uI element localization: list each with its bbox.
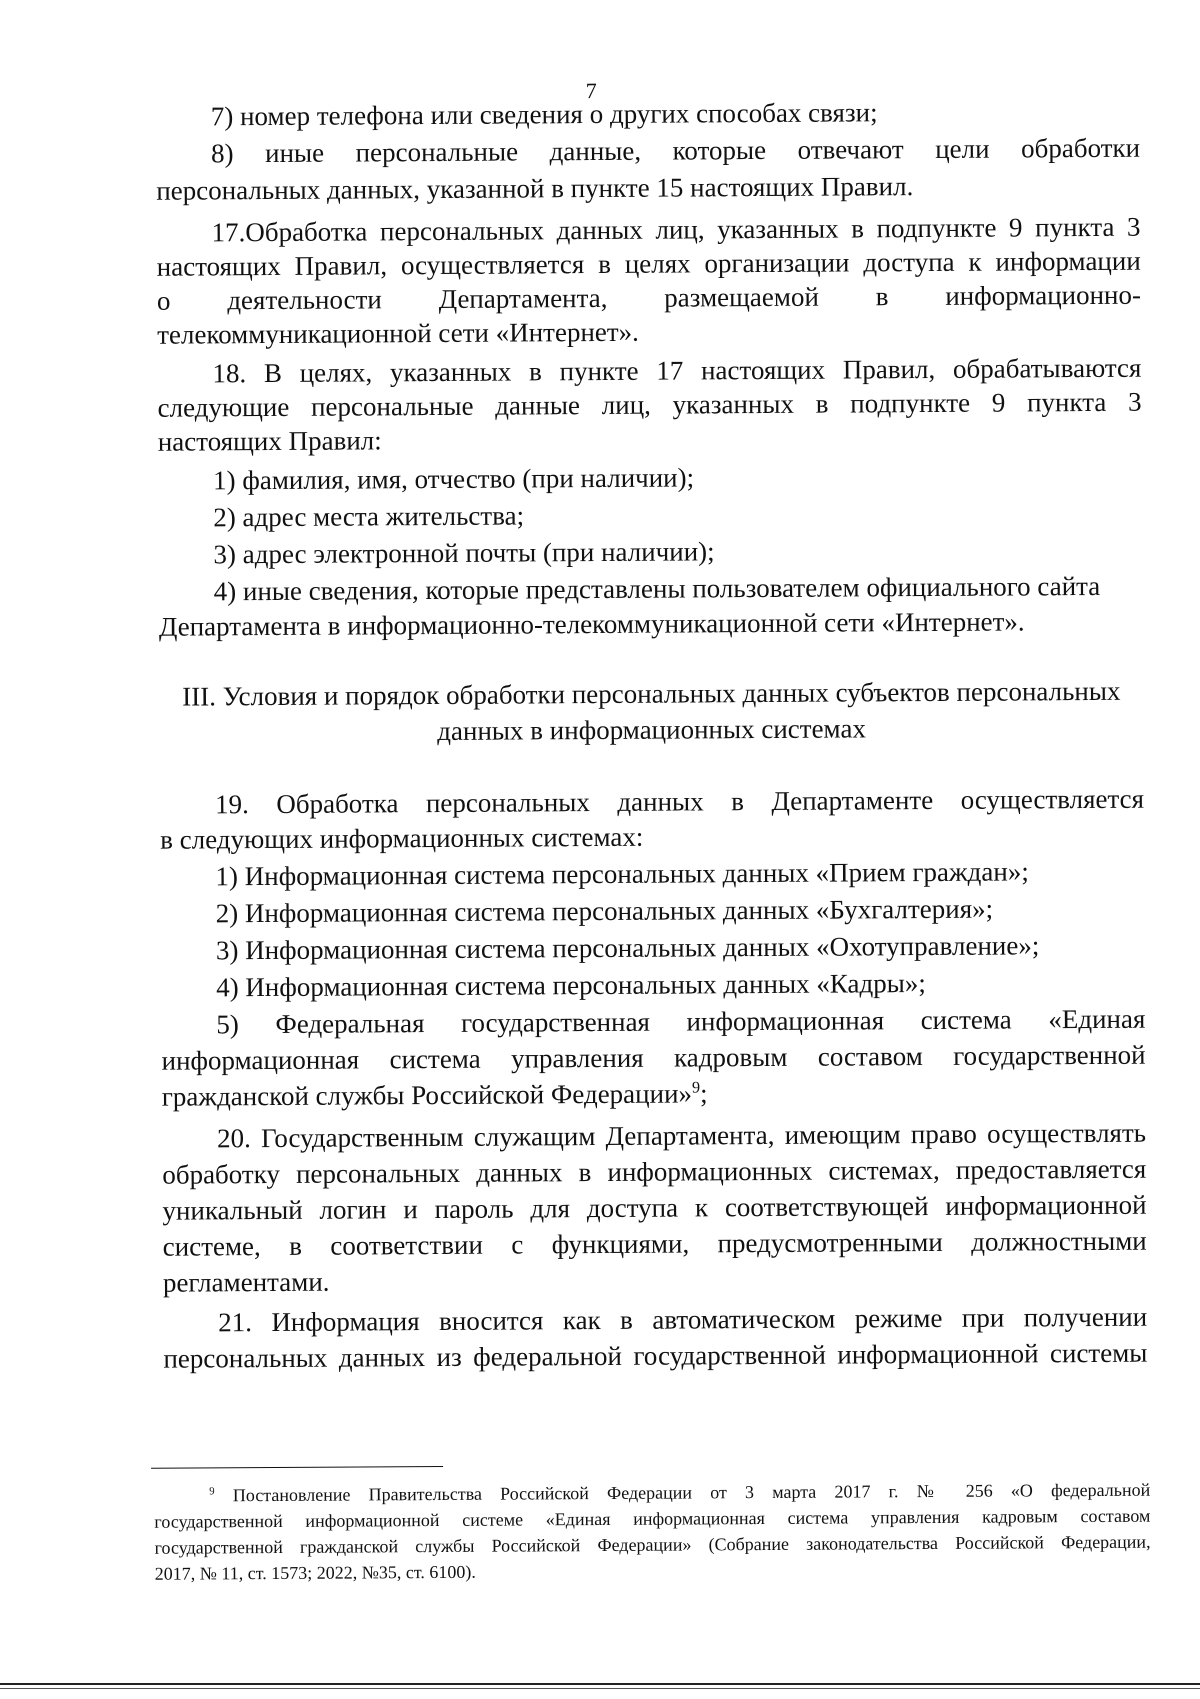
list-item: 3) адрес электронной почты (при наличии); bbox=[213, 536, 715, 570]
section-heading-continued: данных в информационных системах bbox=[437, 713, 866, 746]
paragraph-18: 18. В целях, указанных в пункте 17 настоящих Правил, обрабатываются bbox=[212, 352, 1142, 389]
paragraph-20: 20. Государственным служащим Департамента, имеющим право осуществлять bbox=[216, 1117, 1147, 1154]
text-line: Департамента в информационно-телекоммуникационной сети «Интернет». bbox=[158, 606, 1025, 642]
text-line: информационная система управления кадровым составом государственной bbox=[161, 1039, 1146, 1076]
list-item: 5) Федеральная государственная информационная система «Единая bbox=[216, 1003, 1146, 1040]
footnote-reference[interactable]: 9 bbox=[691, 1078, 701, 1097]
footnote-marker: 9 bbox=[209, 1485, 215, 1498]
section-heading: III. Условия и порядок обработки персональных данных субъектов персональных bbox=[182, 675, 1121, 712]
paragraph-21: 21. Информация вносится как в автоматическом режиме при получении bbox=[218, 1301, 1148, 1338]
paragraph-17: 17.Обработка персональных данных лиц, указанных в подпункте 9 пункта 3 bbox=[211, 211, 1141, 248]
text-line: настоящих Правил, осуществляется в целях организации доступа к информации bbox=[156, 245, 1141, 282]
footnote-line: государственной гражданской службы Российской Федерации» (Собрание законодательства Российской Федерации, bbox=[154, 1531, 1151, 1558]
footnote-line: $^9$ Постановление Правительства Российской Федерации от 3 марта 2017 г. № 256 «О федеральной bbox=[209, 1479, 1151, 1506]
list-item: 4) иные сведения, которые представлены пользователем официального сайта bbox=[213, 570, 1101, 607]
list-item: 2) адрес места жительства; bbox=[213, 500, 525, 533]
paragraph-19: 19. Обработка персональных данных в Департаменте осуществляется bbox=[214, 783, 1145, 820]
list-item: 7) номер телефона или сведения о других способах связи; bbox=[210, 97, 878, 132]
list-item: 1) фамилия, имя, отчество (при наличии); bbox=[212, 462, 695, 496]
list-item: 1) Информационная система персональных данных «Прием граждан»; bbox=[215, 856, 1029, 892]
text-line: персональных данных из федеральной государственной информационной системы bbox=[163, 1337, 1148, 1374]
text-line: в следующих информационных системах: bbox=[160, 821, 644, 855]
text-line-with-footnote bbox=[162, 1073, 1146, 1115]
text-segment: ; bbox=[699, 1078, 708, 1109]
footnote-line: 2017, № 11, ст. 1573; 2022, №35, ст. 6100). bbox=[154, 1561, 476, 1584]
text-line: уникальный логин и пароль для доступа к соответствующей информационной bbox=[162, 1189, 1147, 1226]
text-line: системе, в соответствии с функциями, предусмотренными должностными bbox=[162, 1225, 1147, 1262]
text-line: персональных данных, указанной в пункте 15 настоящих Правил. bbox=[156, 171, 914, 206]
footnote-line: государственной информационной системе «Единая информационная система управления кадровым составом bbox=[154, 1505, 1151, 1532]
list-item: 3) Информационная система персональных данных «Охотуправление»; bbox=[215, 930, 1040, 966]
list-item: 4) Информационная система персональных данных «Кадры»; bbox=[216, 968, 926, 1003]
page-number: 7 bbox=[585, 78, 597, 104]
text-segment: гражданской службы Российской Федерации» bbox=[161, 1078, 693, 1112]
list-item: 2) Информационная система персональных данных «Бухгалтерия»; bbox=[215, 893, 994, 929]
text-line: следующие персональные данные лиц, указанных в подпункте 9 пункта 3 bbox=[157, 386, 1142, 423]
list-item: 8) иные персональные данные, которые отвечают цели обработки bbox=[210, 132, 1141, 169]
footnote-separator bbox=[151, 1466, 443, 1469]
text-line: настоящих Правил: bbox=[157, 425, 382, 457]
text-line: обработку персональных данных в информационных системах, предоставляется bbox=[162, 1153, 1147, 1190]
scan-edge-line bbox=[0, 1688, 1200, 1689]
text-line: телекоммуникационной сети «Интернет». bbox=[157, 316, 639, 350]
text-line: регламентами. bbox=[162, 1266, 330, 1298]
scan-edge-line bbox=[0, 1683, 1200, 1685]
text-line: о деятельности Департамента, размещаемой в информационно- bbox=[156, 279, 1142, 316]
